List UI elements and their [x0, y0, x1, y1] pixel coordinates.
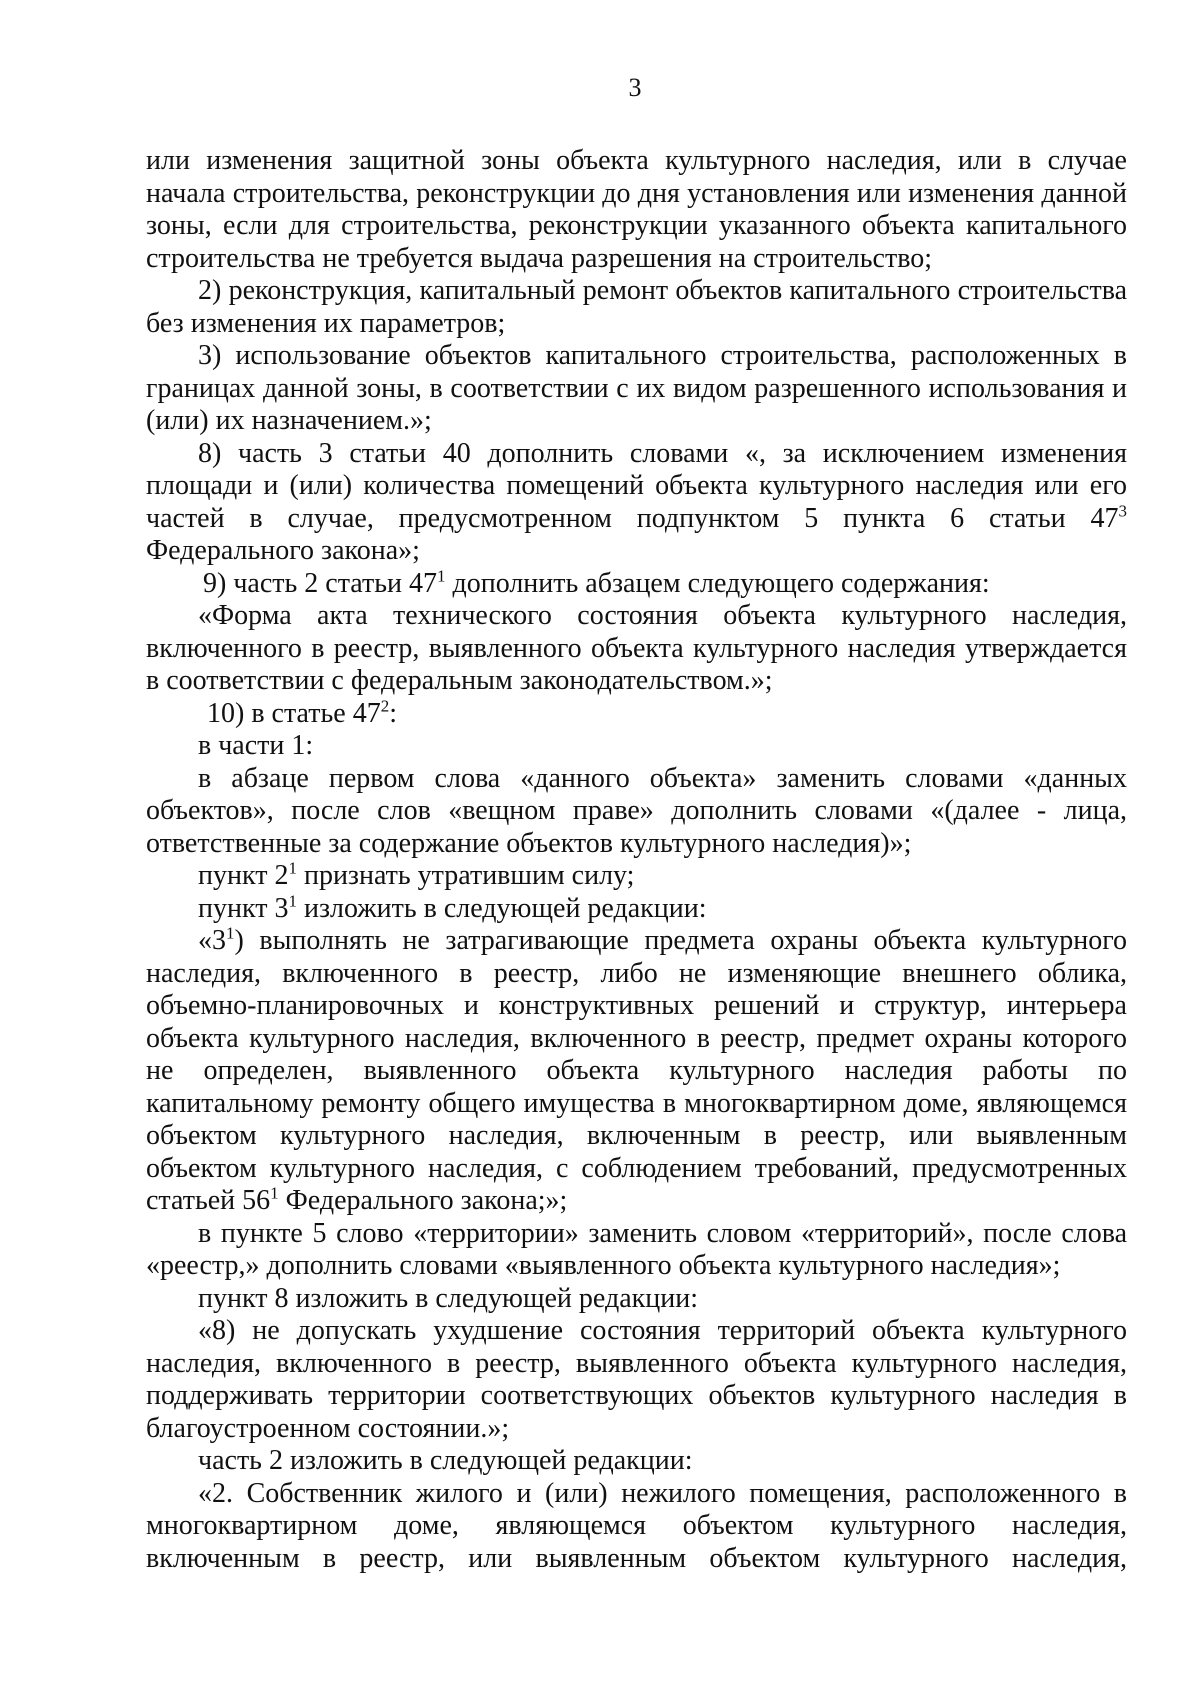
paragraph-text: ) выполнять не затрагивающие предмета охраны объекта культурного наследия, включенного в реестр, либо не изменяющие внешнего облика, объемно-планировочных и конструктивных решений и структур, интерьера объекта культурного наследия, включенного в реестр, предмет охраны которого не определен, выявленного объекта культурного наследия работы по капитальному ремонту общего имущества в многоквартирном доме, являющемся объектом культурного наследия, включенным в реестр, или выявленным объектом культурного наследия, с соблюдением требований, предусмотренных статьей 56	[146, 925, 1127, 1216]
paragraph: часть 2 изложить в следующей редакции:	[198, 1445, 693, 1476]
paragraph: «Форма акта технического состояния объекта культурного наследия, включенного в реестр, выявленного объекта культурного наследия утверждается в соответствии с федеральным законодательством.»;	[146, 600, 1127, 696]
superscript: 1	[436, 566, 446, 586]
paragraph-text: 9) часть 2 статьи 47	[203, 567, 437, 599]
paragraph: 2) реконструкция, капитальный ремонт объектов капитального строительства без изменения их параметров;	[146, 275, 1127, 339]
paragraph	[146, 860, 1127, 893]
paragraph-text: :	[389, 697, 397, 729]
paragraph: пункт 8 изложить в следующей редакции:	[198, 1282, 698, 1314]
paragraph: в части 1:	[198, 730, 314, 761]
paragraph-text: пункт 2	[198, 860, 289, 891]
superscript: 1	[288, 858, 297, 878]
paragraph-text: дополнить абзацем следующего содержания:	[445, 567, 990, 599]
paragraph: «8) не допускать ухудшение состояния территорий объекта культурного наследия, включенного в реестр, выявленного объекта культурного наследия, поддерживать территории соответствующих объектов культурного наследия в благоустроенном состоянии.»;	[146, 1315, 1127, 1444]
paragraph: в абзаце первом слова «данного объекта» заменить словами «данных объектов», после слов «вещном праве» дополнить словами «(далее - лица, ответственные за содержание объектов культурного наследия)»;	[146, 762, 1127, 859]
superscript: 3	[1118, 501, 1127, 521]
superscript: 1	[288, 891, 297, 911]
paragraph-text: пункт 3	[198, 892, 289, 924]
paragraph	[146, 698, 1127, 731]
paragraph-text: «3	[198, 925, 226, 956]
paragraph	[146, 438, 1127, 568]
superscript: 1	[270, 1183, 279, 1203]
paragraph-text: Федерального закона;»;	[278, 1185, 568, 1216]
page-number: 3	[628, 73, 642, 102]
paragraph: в пункте 5 слово «территории» заменить словом «территорий», после слова «реестр,» дополнить словами «выявленного объекта культурного наследия»;	[146, 1217, 1127, 1281]
paragraph	[146, 925, 1127, 1218]
paragraph-text: Федерального закона»;	[146, 535, 420, 566]
superscript: 1	[226, 923, 235, 943]
paragraph	[146, 893, 1127, 926]
superscript: 2	[380, 696, 390, 716]
paragraph	[146, 568, 1127, 601]
paragraph-text: признать утратившим силу;	[296, 860, 635, 891]
paragraph: или изменения защитной зоны объекта культурного наследия, или в случае начала строительства, реконструкции до дня установления или изменения данной зоны, если для строительства, реконструкции указанного объекта капитального строительства не требуется выдача разрешения на строительство;	[146, 145, 1127, 274]
paragraph-text: изложить в следующей редакции:	[296, 892, 707, 924]
document-body	[146, 145, 1127, 1575]
paragraph-text: 10) в статье 47	[207, 697, 381, 729]
paragraph: «2. Собственник жилого и (или) нежилого помещения, расположенного в многоквартирном доме, являющемся объектом культурного наследия, включенным в реестр, или выявленным объектом культурного наследия,	[146, 1477, 1127, 1574]
paragraph: 3) использование объектов капитального строительства, расположенных в границах данной зоны, в соответствии с их видом разрешенного использования и (или) их назначением.»;	[146, 340, 1127, 436]
paragraph-text: 8) часть 3 статьи 40 дополнить словами «, за исключением изменения площади и (или) количества помещений объекта культурного наследия или его частей в случае, предусмотренном подпунктом 5 пункта 6 статьи 47	[146, 437, 1127, 534]
